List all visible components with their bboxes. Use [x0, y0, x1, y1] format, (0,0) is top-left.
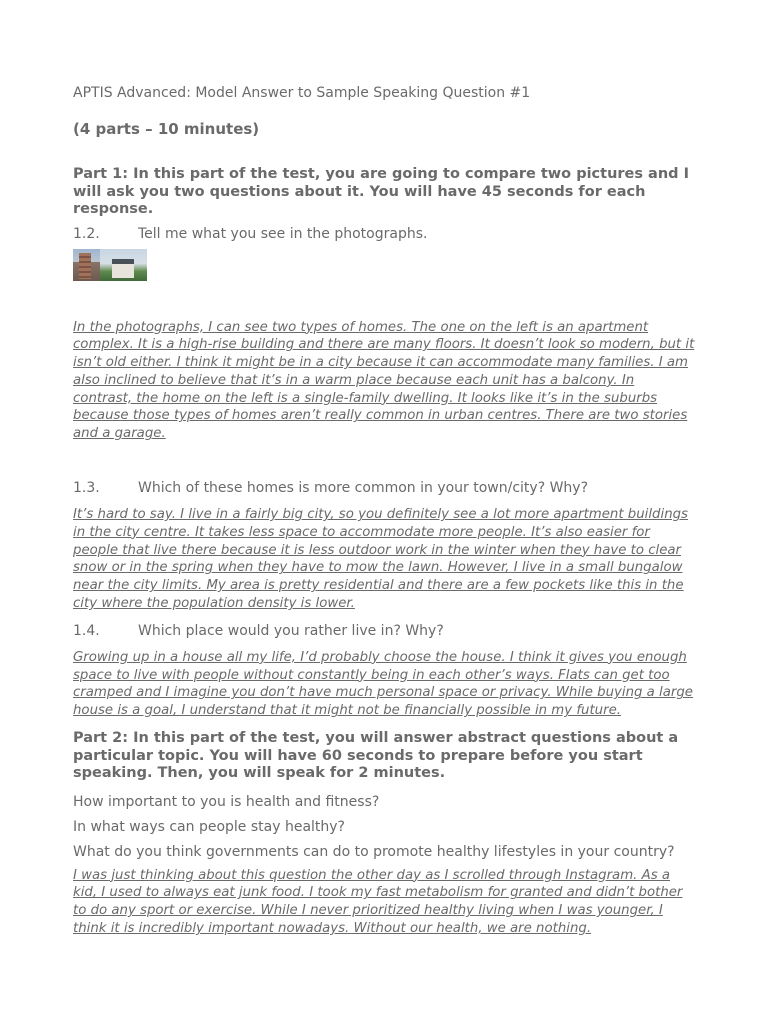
part2-question-1: How important to you is health and fitness? — [73, 793, 380, 810]
house-shape — [112, 259, 134, 278]
parts-duration-note: (4 parts – 10 minutes) — [73, 120, 260, 138]
question-1-3 — [73, 479, 696, 497]
part2-answer: I was just thinking about this question the other day as I scrolled through Instagram. As a kid, I used to always eat junk food. I took my fast metabolism for granted and didn’t bother to do any sport or exercise. While I never prioritized healthy living when I was younger, I think it is incredibly important nowadays. Without our health, we are nothing. — [73, 867, 683, 936]
question-number: 1.4. — [73, 622, 100, 639]
answer-1-4: Growing up in a house all my life, I’d probably choose the house. I think it gives you enough space to live with people without constantly being in each other’s ways. Flats can get too cramped and I imagine you don’t have much personal space or privacy. While buying a large house is a goal, I understand that it might not be financially possible in my future. — [73, 649, 693, 719]
question-1-2 — [73, 225, 696, 243]
question-1-4 — [73, 622, 696, 640]
apartment-photo — [73, 249, 100, 281]
photographs-thumbnail — [73, 249, 147, 281]
question-text: Tell me what you see in the photographs. — [138, 225, 428, 242]
question-text: Which of these homes is more common in your town/city? Why? — [138, 480, 589, 497]
question-text: Which place would you rather live in? Why? — [138, 622, 444, 639]
question-number: 1.3. — [73, 480, 100, 497]
part2-question-2: In what ways can people stay healthy? — [73, 818, 345, 835]
house-photo — [100, 249, 147, 281]
part2-question-3: What do you think governments can do to promote healthy lifestyles in your country? — [73, 843, 675, 860]
answer-1-3: It’s hard to say. I live in a fairly big city, so you definitely see a lot more apartment buildings in the city centre. It takes less space to accommodate more people. It’s also easier for people that live there because it is less outdoor work in the winter when they have to clear snow or in the spring when they have to mow the lawn. However, I live in a small bungalow near the city limits. My area is pretty residential and there are a few pockets like this in the city where the population density is lower. — [73, 507, 688, 612]
answer-1-2: In the photographs, I can see two types of homes. The one on the left is an apartment complex. It is a high-rise building and there are many floors. It doesn’t look so modern, but it isn’t old either. I think it might be in a city because it can accommodate many families. I am also inclined to believe that it’s in a warm place because each unit has a balcony. In contrast, the home on the left is a single-family dwelling. It looks like it’s in the suburbs because those types of homes aren’t really common in urban centres. There are two stories and a garage. — [73, 319, 695, 442]
apartment-building-shape — [79, 253, 91, 279]
part2-heading: Part 2: In this part of the test, you will answer abstract questions about a particular topic. You will have 60 seconds to prepare before you start speaking. Then, you will speak for 2 minutes. — [73, 730, 679, 782]
part1-heading: Part 1: In this part of the test, you are going to compare two pictures and I will ask you two questions about it. You will have 45 seconds for each response. — [73, 166, 689, 217]
question-number: 1.2. — [73, 225, 100, 242]
document-title: APTIS Advanced: Model Answer to Sample Speaking Question #1 — [73, 85, 531, 101]
